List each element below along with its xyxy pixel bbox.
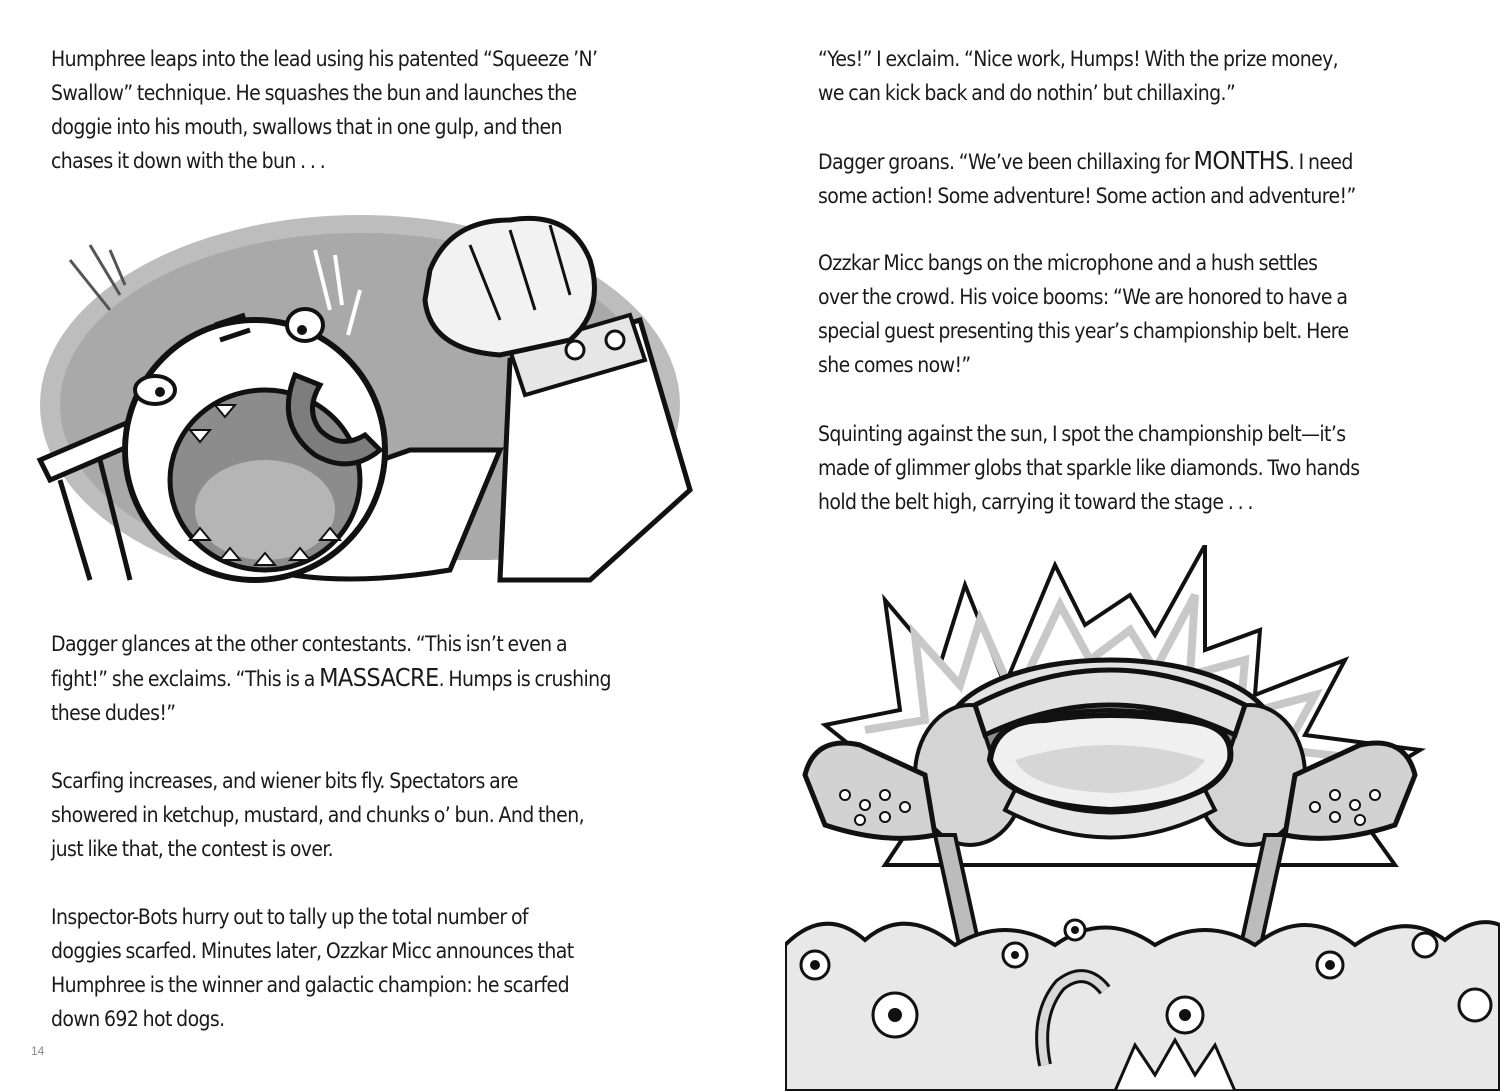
text-span: fight!” she exclaims. “This is a: [51, 667, 320, 691]
humphree-eating-illustration: [30, 200, 710, 610]
emphasis-months: MONTHS: [1193, 146, 1289, 175]
text-line: [818, 144, 1356, 179]
text-line: some action! Some adventure! Some action and adventure!”: [818, 184, 1356, 208]
text-line: chases it down with the bun . . .: [51, 149, 326, 173]
paragraph-dagger-groans: [818, 144, 1356, 213]
text-span: . I need: [1288, 150, 1353, 174]
text-line: we can kick back and do nothin’ but chillaxing.”: [818, 81, 1236, 105]
text-line: doggies scarfed. Minutes later, Ozzkar Micc announces that: [51, 939, 574, 963]
paragraph-inspector-bots: [51, 900, 574, 1036]
text-line: these dudes!”: [51, 701, 176, 725]
championship-belt-illustration: [785, 545, 1500, 1091]
text-line: just like that, the contest is over.: [51, 837, 334, 861]
paragraph-squinting: [818, 417, 1359, 519]
paragraph-dagger-glances: [51, 627, 611, 730]
paragraph-ozzkar-micc: [818, 246, 1348, 382]
text-line: [51, 661, 611, 696]
text-line: made of glimmer globs that sparkle like diamonds. Two hands: [818, 456, 1360, 480]
emphasis-massacre: MASSACRE: [319, 663, 439, 692]
paragraph-humphree-leaps: [51, 42, 597, 178]
paragraph-scarfing-increases: [51, 764, 584, 866]
right-page: [750, 0, 1500, 1091]
text-line: Scarfing increases, and wiener bits fly. Spectators are: [51, 769, 518, 793]
text-line: over the crowd. His voice booms: “We are honored to have a: [818, 285, 1348, 309]
text-line: “Yes!” I exclaim. “Nice work, Humps! With the prize money,: [818, 47, 1339, 71]
text-line: hold the belt high, carrying it toward the stage . . .: [818, 490, 1253, 514]
text-line: Swallow” technique. He squashes the bun and launches the: [51, 81, 577, 105]
text-line: she comes now!”: [818, 353, 971, 377]
page-number: 14: [31, 1044, 45, 1058]
text-line: Humphree leaps into the lead using his patented “Squeeze ’N’: [51, 47, 598, 71]
text-line: Ozzkar Micc bangs on the microphone and a hush settles: [818, 251, 1318, 275]
text-span: Dagger groans. “We’ve been chillaxing for: [818, 150, 1194, 174]
text-line: Inspector-Bots hurry out to tally up the total number of: [51, 905, 528, 929]
text-line: Dagger glances at the other contestants. “This isn’t even a: [51, 632, 567, 656]
text-line: doggie into his mouth, swallows that in one gulp, and then: [51, 115, 562, 139]
text-span: . Humps is crushing: [438, 667, 611, 691]
text-line: Squinting against the sun, I spot the championship belt—it’s: [818, 422, 1346, 446]
text-line: down 692 hot dogs.: [51, 1007, 225, 1031]
text-line: special guest presenting this year’s championship belt. Here: [818, 319, 1349, 343]
text-line: Humphree is the winner and galactic champion: he scarfed: [51, 973, 569, 997]
text-line: showered in ketchup, mustard, and chunks o’ bun. And then,: [51, 803, 584, 827]
paragraph-yes-exclaim: [818, 42, 1338, 110]
